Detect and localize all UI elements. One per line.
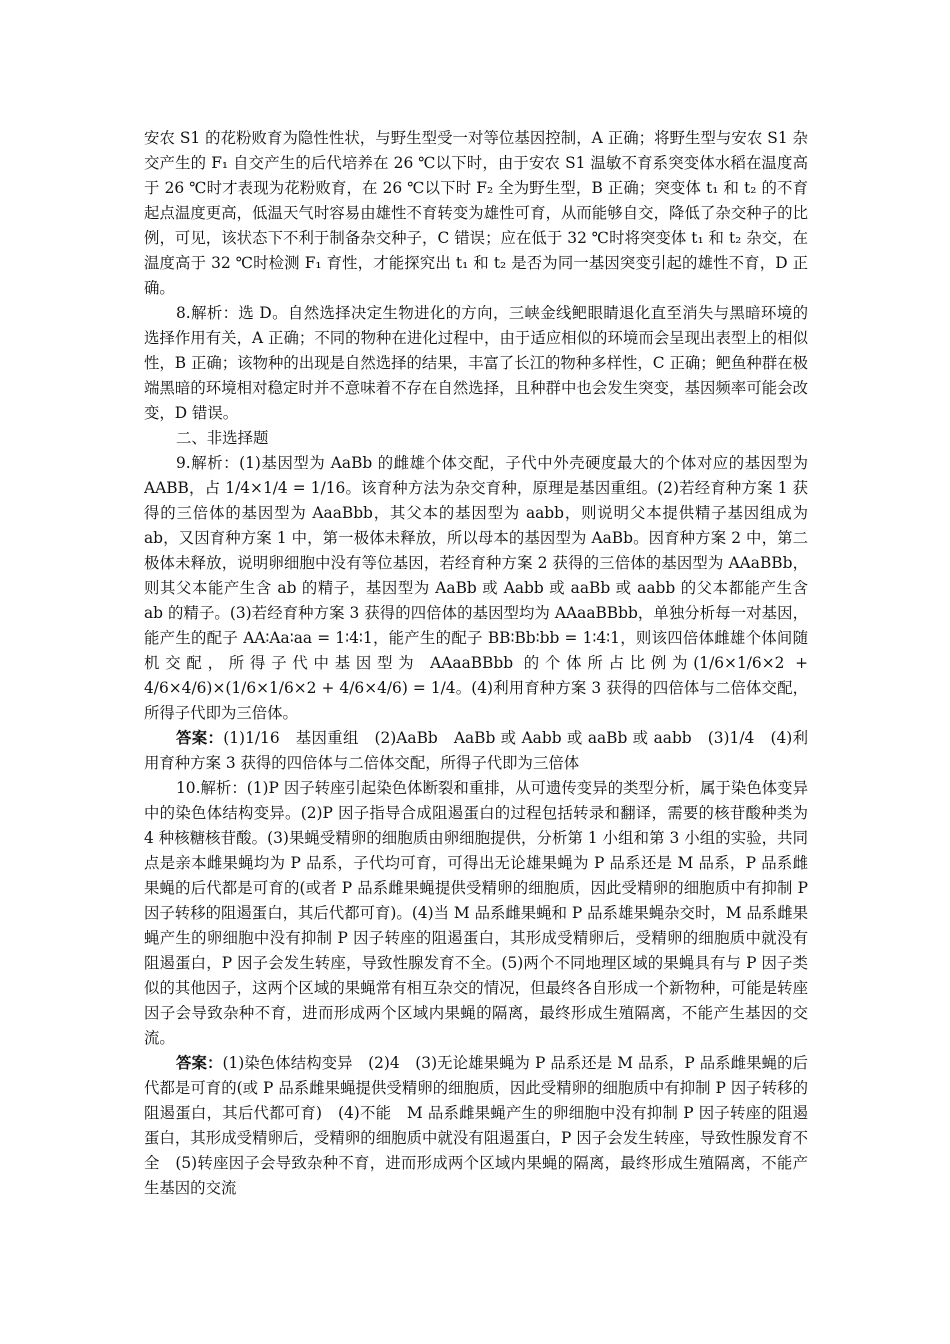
- paragraph-q7-continued: 安农 S1 的花粉败育为隐性性状，与野生型受一对等位基因控制，A 正确；将野生型与安农 S1 杂交产生的 F₁ 自交产生的后代培养在 26 ℃以下时，由于安农 S1 温敏不育系突变体水稻在温度高于 26 ℃时才表现为花粉败育，在 26 ℃以下时 F₂ 全为野生型，B 正确；突变体 t₁ 和 t₂ 的不育起点温度更高，低温天气时容易由雄性不育转变为雄性可育，从而能够自交，降低了杂交种子的比例，可见，该状态下不利于制备杂交种子，C 错误；应在低于 32 ℃时将突变体 t₁ 和 t₂ 杂交，在温度高于 32 ℃时检测 F₁ 育性，才能探究出 t₁ 和 t₂ 是否为同一基因突变引起的雄性不育，D 正确。: [144, 129, 808, 297]
- section-heading: 二、非选择题: [176, 429, 269, 447]
- paragraph-q10: 10.解析：(1)P 因子转座引起染色体断裂和重排，从可遗传变异的类型分析，属于染色体变异中的染色体结构变异。(2)P 因子指导合成阻遏蛋白的过程包括转录和翻译，需要的核苷酸种类为 4 种核糖核苷酸。(3)果蝇受精卵的细胞质由卵细胞提供，分析第 1 小组和第 3 小组的实验，共同点是亲本雌果蝇均为 P 品系，子代均可育，可得出无论雄果蝇为 P 品系还是 M 品系，P 品系雌果蝇的后代都是可育的(或者 P 品系雌果蝇提供受精卵的细胞质，因此受精卵的细胞质中有抑制 P 因子转移的阻遏蛋白，其后代都可育)。(4)当 M 品系雌果蝇和 P 品系雄果蝇杂交时，M 品系雌果蝇产生的卵细胞中没有抑制 P 因子转座的阻遏蛋白，其形成受精卵后，受精卵的细胞质中就没有阻遏蛋白，P 因子会发生转座，导致性腺发育不全。(5)两个不同地理区域的果蝇具有与 P 因子类似的其他因子，这两个区域的果蝇常有相互杂交的情况，但最终各自形成一个新物种，可能是转座因子会导致杂种不育，进而形成两个区域内果蝇的隔离，最终形成生殖隔离，不能产生基因的交流。: [144, 779, 808, 1047]
- answer-q9: [144, 726, 808, 776]
- answer-label: 答案：: [176, 1054, 223, 1072]
- paragraph-q8: 8.解析：选 D。自然选择决定生物进化的方向，三峡金线鲃眼睛退化直至消失与黑暗环境的选择作用有关，A 正确；不同的物种在进化过程中，由于适应相似的环境而会呈现出表型上的相似性，B 正确；该物种的出现是自然选择的结果，丰富了长江的物种多样性，C 正确；鲃鱼种群在极端黑暗的环境相对稳定时并不意味着不存在自然选择，且种群中也会发生突变，基因频率可能会改变，D 错误。: [144, 304, 808, 422]
- answer-text: (1)染色体结构变异 (2)4 (3)无论雄果蝇为 P 品系还是 M 品系，P 品系雌果蝇的后代都是可育的(或 P 品系雌果蝇提供受精卵的细胞质，因此受精卵的细胞质中有抑制 P 因子转移的阻遏蛋白，其后代都可育) (4)不能 M 品系雌果蝇产生的卵细胞中没有抑制 P 因子转座的阻遏蛋白，其形成受精卵后，受精卵的细胞质中就没有阻遏蛋白，P 因子会发生转座，导致性腺发育不全 (5)转座因子会导致杂种不育，进而形成两个区域内果蝇的隔离，最终形成生殖隔离，不能产生基因的交流: [144, 1054, 808, 1197]
- answer-text: (1)1/16 基因重组 (2)AaBb AaBb 或 Aabb 或 aaBb 或 aabb (3)1/4 (4)利用育种方案 3 获得的四倍体与二倍体交配，所得子代即为三倍体: [144, 729, 808, 772]
- document-body: [144, 126, 808, 1201]
- answer-q10: [144, 1051, 808, 1201]
- paragraph-q9: 9.解析：(1)基因型为 AaBb 的雌雄个体交配，子代中外壳硬度最大的个体对应的基因型为 AABB，占 1/4×1/4 = 1/16。该育种方法为杂交育种，原理是基因重组。(2)若经育种方案 1 获得的三倍体的基因型为 AaaBbb，其父本的基因型为 aabb，则说明父本提供精子基因组成为 ab，又因育种方案 1 中，第一极体未释放，所以母本的基因型为 AaBb。因育种方案 2 中，第二极体未释放，说明卵细胞中没有等位基因，若经育种方案 2 获得的三倍体的基因型为 AAaBBb，则其父本能产生含 ab 的精子，基因型为 AaBb 或 Aabb 或 aaBb 或 aabb 的父本都能产生含 ab 的精子。(3)若经育种方案 3 获得的四倍体的基因型均为 AAaaBBbb，单独分析每一对基因，能产生的配子 AA∶Aa∶aa = 1∶4∶1，能产生的配子 BB∶Bb∶bb = 1∶4∶1，则该四倍体雌雄个体间随机交配，所得子代中基因型为 AAaaBBbb 的个体所占比例为(1/6×1/6×2 + 4/6×4/6)×(1/6×1/6×2 + 4/6×4/6) = 1/4。(4)利用育种方案 3 获得的四倍体与二倍体交配，所得子代即为三倍体。: [144, 454, 808, 722]
- answer-label: 答案：: [176, 729, 224, 747]
